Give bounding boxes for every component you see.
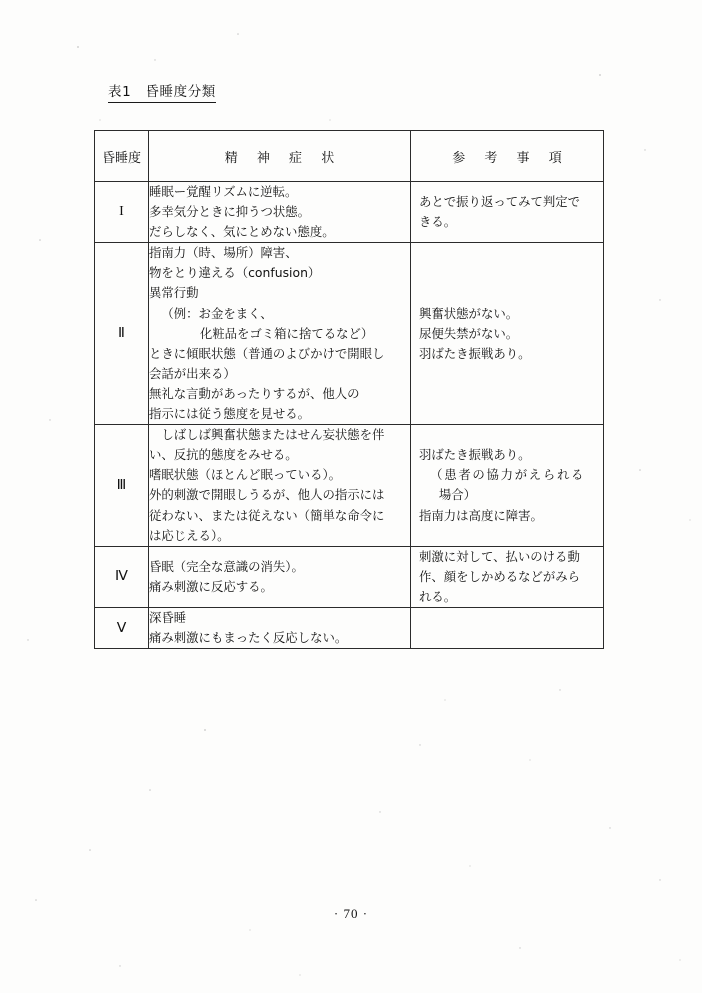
- notes-cell: [411, 425, 604, 547]
- symptom-line: 外的刺激で開眼しうるが、他人の指示には: [149, 487, 385, 503]
- notes-cell: [411, 243, 604, 425]
- grade-label: Ⅲ: [95, 425, 149, 547]
- symptom-line: しばしば興奮状態またはせん妄状態を伴: [161, 427, 385, 443]
- symptom-line: 多幸気分ときに抑うつ状態。: [149, 204, 311, 220]
- symptom-line: 化粧品をゴミ箱に捨てるなど）: [199, 325, 374, 341]
- table-row: [95, 182, 604, 243]
- symptom-line: 指示には従う態度を見せる。: [149, 406, 311, 422]
- table-row: [95, 243, 604, 425]
- symptoms-cell: [149, 546, 411, 607]
- table-row: [95, 607, 604, 648]
- note-line: 指南力は高度に障害。: [419, 507, 543, 523]
- note-line: 作、顔をしかめるなどがみら: [419, 568, 581, 584]
- symptoms-cell: [149, 425, 411, 547]
- symptom-line: 指南力（時、場所）障害、: [149, 245, 298, 261]
- coma-grade-table-wrapper: [94, 130, 603, 649]
- symptom-line: ときに傾眠状態（普通のよびかけで開眼し: [149, 345, 385, 361]
- table-row: [95, 425, 604, 547]
- notes-cell-empty: [411, 607, 604, 648]
- note-line: 刺激に対して、払いのける動: [419, 548, 580, 564]
- symptoms-cell: [149, 607, 411, 648]
- symptoms-cell: [149, 182, 411, 243]
- column-header-notes: 参 考 事 項: [411, 131, 604, 182]
- symptom-line: は応じえる）。: [149, 527, 230, 543]
- symptom-line: 痛み刺激にもまったく反応しない。: [149, 630, 348, 646]
- symptom-line: 深昏睡: [149, 609, 187, 625]
- note-line: きる。: [419, 214, 457, 230]
- symptom-line: 睡眠ー覚醒リズムに逆転。: [149, 184, 298, 199]
- grade-label: I: [95, 182, 149, 243]
- symptom-line: 物をとり違える（confusion）: [149, 265, 321, 281]
- note-line: 羽ばたき振戦あり。: [419, 345, 531, 361]
- symptom-line: 異常行動: [149, 285, 199, 301]
- table-row: [95, 546, 604, 607]
- notes-cell: [411, 182, 604, 243]
- symptom-line: だらしなく、気にとめない態度。: [149, 224, 335, 240]
- symptom-line: 会話が出来る）: [149, 365, 236, 381]
- symptom-line: 無礼な言動があったりするが、他人の: [149, 385, 360, 401]
- grade-label: Ⅴ: [95, 607, 149, 648]
- grade-label: Ⅱ: [95, 243, 149, 425]
- coma-grade-table: [94, 130, 604, 649]
- notes-cell: [411, 546, 604, 607]
- symptom-line: い、反抗的態度をみせる。: [149, 447, 298, 463]
- note-line: 場合）: [438, 487, 476, 503]
- note-line: 尿便失禁がない。: [419, 325, 519, 341]
- table-header-row: [95, 131, 604, 182]
- grade-label: Ⅳ: [95, 546, 149, 607]
- note-line: あとで振り返ってみて判定で: [419, 194, 581, 210]
- note-line: 羽ばたき振戦あり。: [419, 447, 531, 463]
- symptom-line: 嗜眠状態（ほとんど眠っている）。: [149, 467, 342, 483]
- note-line: れる。: [419, 588, 457, 604]
- note-line: （患者の協力がえられる: [430, 467, 586, 483]
- symptom-line: 痛み刺激に反応する。: [149, 578, 273, 594]
- symptom-line: 昏眠（完全な意識の消失）。: [149, 558, 304, 574]
- symptom-line: （例：お金をまく、: [161, 305, 273, 321]
- symptoms-cell: [149, 243, 411, 425]
- page-number: · 70 ·: [333, 906, 369, 921]
- column-header-symptoms: 精 神 症 状: [149, 131, 411, 182]
- note-line: 興奮状態がない。: [419, 305, 519, 321]
- column-header-grade: 昏睡度: [95, 131, 149, 182]
- symptom-line: 従わない、または従えない（簡単な命令に: [149, 507, 385, 523]
- table-caption: 表1 昏睡度分類: [108, 84, 216, 103]
